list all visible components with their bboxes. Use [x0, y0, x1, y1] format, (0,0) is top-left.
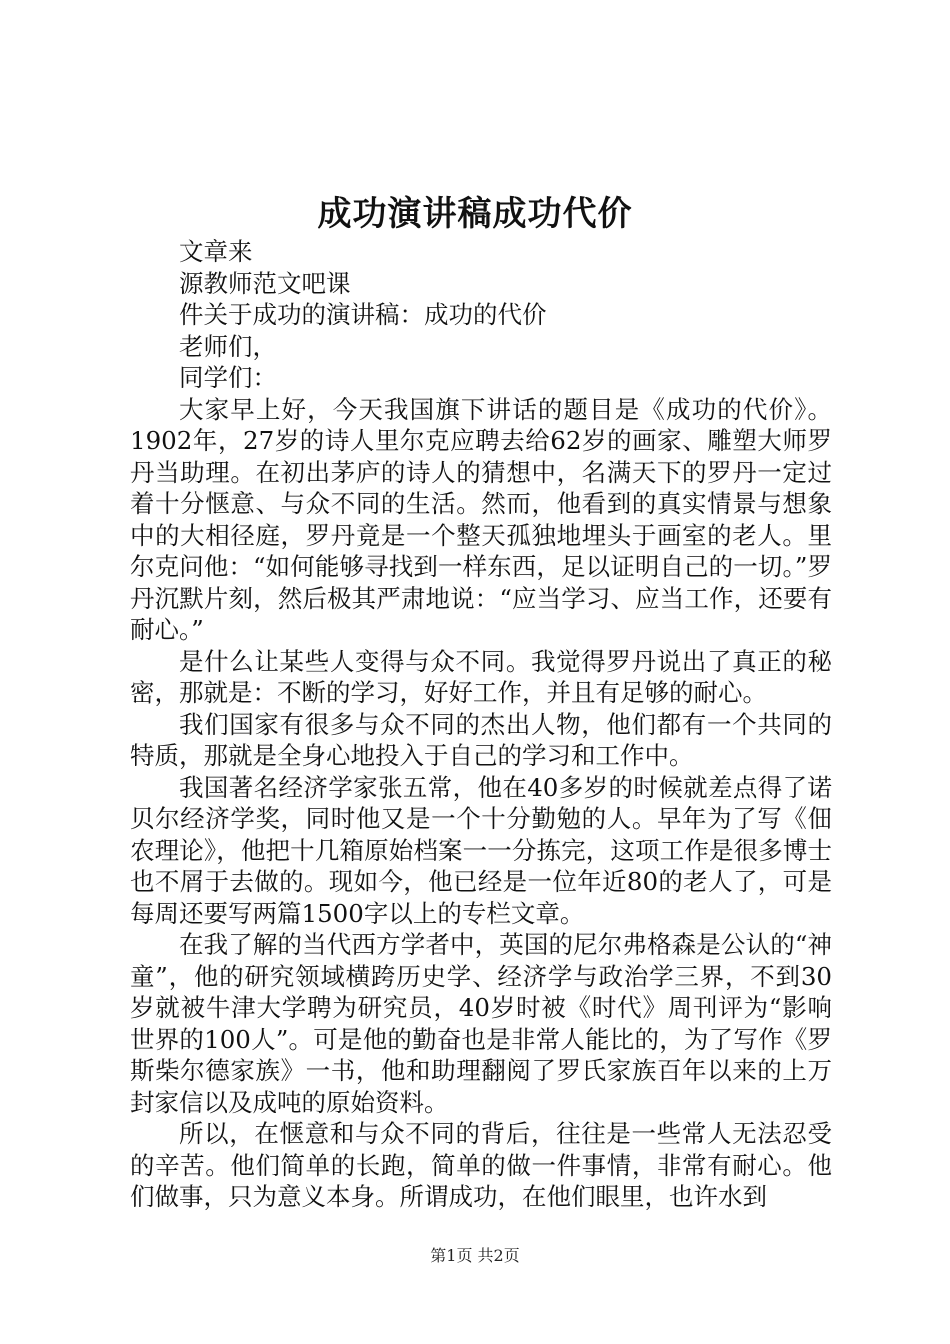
intro-line: 文章来	[179, 237, 253, 266]
paragraph: 大家早上好，今天我国旗下讲话的题目是《成功的代价》。1902年，27岁的诗人里尔克应聘去给62岁的画家、雕塑大师罗丹当助理。在初出茅庐的诗人的猜想中，名满天下的罗丹一定过着十分惬意、与众不同的生活。然而，他看到的真实情景与想象中的大相径庭，罗丹竟是一个整天孤独地埋头于画室的老人。里尔克问他：“如何能够寻找到一样东西，足以证明自己的一切。”罗丹沉默片刻，然后极其严肃地说：“应当学习、应当工作，还要有耐心。”	[130, 394, 832, 644]
paragraph: 所以，在惬意和与众不同的背后，往往是一些常人无法忍受的辛苦。他们简单的长跑，简单的做一件事情，非常有耐心。他们做事，只为意义本身。所谓成功，在他们眼里，也许水到	[130, 1119, 832, 1211]
salutation-line: 老师们，	[179, 331, 277, 361]
salutation-line: 同学们：	[179, 363, 277, 392]
intro-line: 源教师范文吧课	[179, 268, 351, 298]
document-body	[130, 236, 832, 1213]
document-title: 成功演讲稿成功代价	[317, 194, 633, 234]
paragraph: 我们国家有很多与众不同的杰出人物，他们都有一个共同的特质，那就是全身心地投入于自己的学习和工作中。	[130, 709, 832, 770]
paragraph: 我国著名经济学家张五常，他在40多岁的时候就差点得了诺贝尔经济学奖，同时他又是一个十分勤勉的人。早年为了写《佃农理论》，他把十几箱原始档案一一分拣完，这项工作是很多博士也不屑于去做的。现如今，他已经是一位年近80的老人了，可是每周还要写两篇1500字以上的专栏文章。	[130, 772, 832, 928]
paragraph: 是什么让某些人变得与众不同。我觉得罗丹说出了真正的秘密，那就是：不断的学习，好好工作，并且有足够的耐心。	[130, 646, 832, 707]
intro-line: 件关于成功的演讲稿：成功的代价	[179, 300, 547, 329]
paragraph: 在我了解的当代西方学者中，英国的尼尔弗格森是公认的“神童”，他的研究领域横跨历史学、经济学与政治学三界，不到30岁就被牛津大学聘为研究员，40岁时被《时代》周刊评为“影响世界的100人”。可是他的勤奋也是非常人能比的，为了写作《罗斯柴尔德家族》一书，他和助理翻阅了罗氏家族百年以来的上万封家信以及成吨的原始资料。	[130, 930, 832, 1117]
page-footer: 第1页 共2页	[430, 1246, 520, 1265]
